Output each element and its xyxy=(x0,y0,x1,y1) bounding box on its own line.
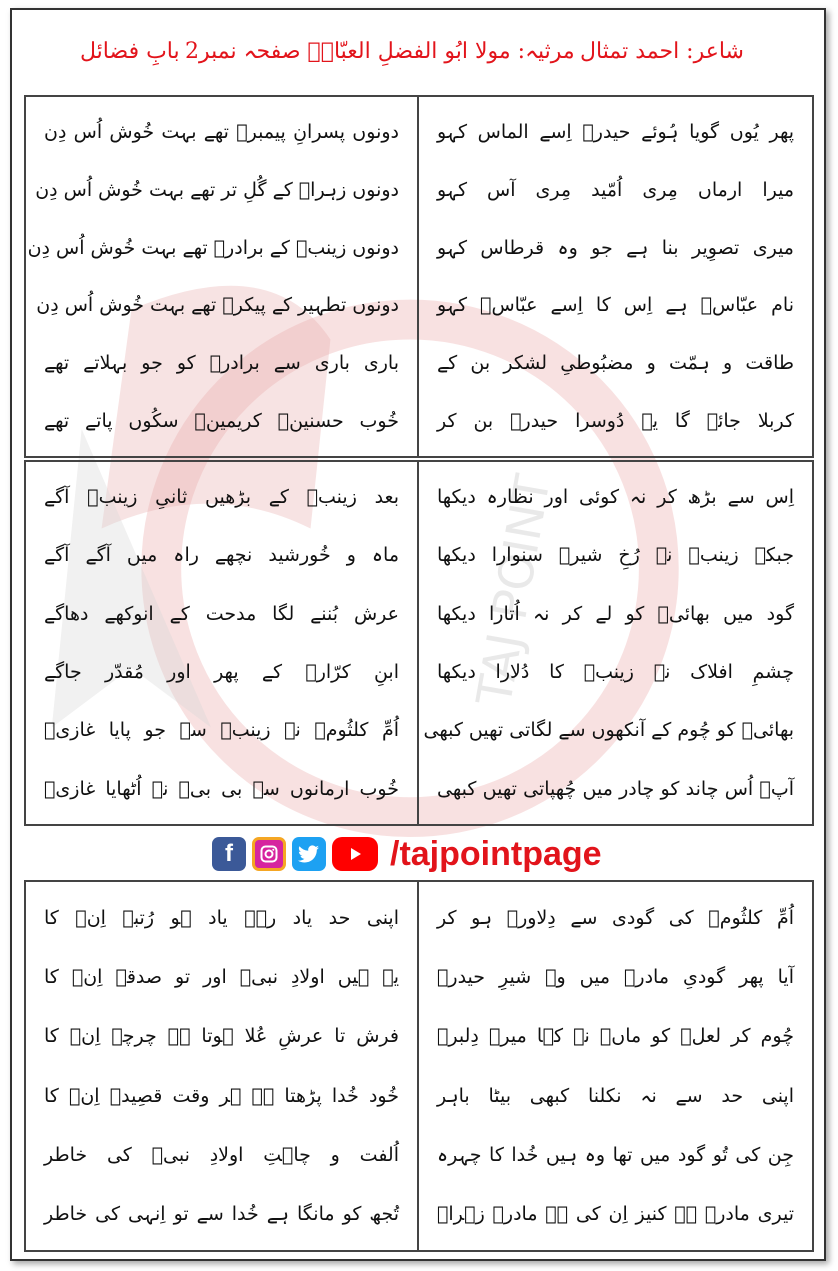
verse-line: جبکہ زینبؑ نے رُخِ شیرؑ سنوارا دیکھا xyxy=(437,544,794,567)
instagram-icon[interactable] xyxy=(252,837,286,871)
stanza-3-left-column xyxy=(26,882,419,1250)
verse-line: دونوں تطہیر کے پیکرؑ تھے بہت خُوش اُس دِن xyxy=(36,294,399,317)
verse-line: چشمِ افلاک نے زینبؑ کا دُلارا دیکھا xyxy=(437,661,794,684)
verse-line: اُمِّ کلثُومؑ کی گودی سے دِلاورؑ ہو کر xyxy=(437,906,794,929)
stanza-2-right-column xyxy=(419,462,812,824)
verse-line: میری تصوِیر بنا ہے جو وہ قرطاس کہو xyxy=(437,236,794,259)
verse-line: خُوب ارمانوں سے بی بیؑ نے اُٹھایا غازیؑ xyxy=(44,777,399,800)
stanza-block-3 xyxy=(24,880,814,1252)
verse-line: فرش تا عرشِ عُلا ہوتا ہے چرچہ اِنؑ کا xyxy=(44,1025,399,1048)
page-frame xyxy=(10,8,826,1261)
stanza-2-left-column xyxy=(26,462,419,824)
verse-line: تُجھ کو مانگا ہے خُدا سے تو اِنہی کی خاطر xyxy=(44,1203,399,1226)
facebook-icon[interactable]: f xyxy=(212,837,246,871)
page-header xyxy=(12,10,824,92)
stanza-3-right-column xyxy=(419,882,812,1250)
verse-line: ابنِ کرّارؑ کے پھر اور مُقدّر جاگے xyxy=(44,661,399,684)
verse-line: بعد زینبؑ کے بڑھیں ثانیِ زینبؑ آگے xyxy=(44,486,399,509)
stanza-block-1 xyxy=(24,95,814,458)
verse-line: اپنی حد سے نہ نکلنا کبھی بیٹا باہر xyxy=(437,1084,794,1107)
verse-line: آپؑ اُس چاند کو چادر میں چُھپاتی تھیں کبھی xyxy=(437,777,794,800)
verse-line: دونوں زہراؑ کے گُلِ تر تھے بہت خُوش اُس دِن xyxy=(35,178,399,201)
verse-line: اِس سے بڑھ کر نہ کوئی اور نظارہ دیکھا xyxy=(437,486,794,509)
verse-line: چُوم کر لعلؑ کو ماںؑ نے کہا میرے دِلبرؑ xyxy=(437,1025,794,1048)
verse-line: باری باری سے برادرؑ کو جو بہلاتے تھے xyxy=(44,352,399,375)
stanza-1-left-column xyxy=(26,97,419,456)
verse-line: کربلا جائے گا یہ دُوسرا حیدرؑ بن کر xyxy=(437,410,794,433)
verse-line: نام عبّاسؑ ہے اِس کا اِسے عبّاسؑ کہو xyxy=(437,294,794,317)
verse-line: بھائیؑ کو چُوم کے آنکھوں سے لگاتی تھیں کبھی xyxy=(423,719,794,742)
stanza-1-right-column xyxy=(419,97,812,456)
marsiya-title: مرثیہ: مولا ابُو الفضلِ العبّاسؑ صفحہ نمبر2 xyxy=(185,38,575,64)
social-handle[interactable]: /tajpointpage xyxy=(390,834,602,873)
verse-line: اپنی حد یاد رہے یاد ہو رُتبہ اِنؑ کا xyxy=(44,906,399,929)
verse-line: پھر یُوں گویا ہُوئے حیدرؑ اِسے الماس کہو xyxy=(437,120,794,143)
poet-name: شاعر: احمد تمثال xyxy=(580,38,744,64)
verse-line: تیری مادرؑ ہے کنیز اِن کی ہے مادرؑ زہراؑ xyxy=(437,1203,794,1226)
watermark-logo-text: TAJ POINT xyxy=(467,470,562,710)
verse-line: عرش بُننے لگا مدحت کے انوکھے دھاگے xyxy=(44,602,399,625)
twitter-icon[interactable] xyxy=(292,837,326,871)
verse-line: گود میں بھائیؑ کو لے کر نہ اُتارا دیکھا xyxy=(437,602,794,625)
verse-line: ماہ و خُورشید نچھے راہ میں آگے آگے xyxy=(44,544,399,567)
social-bar xyxy=(212,830,602,878)
verse-line: دونوں پسرانِ پیمبرؐ تھے بہت خُوش اُس دِن xyxy=(44,120,399,143)
verse-line: اُمِّ کلثُومؑ نے زینبؑ سے جو پایا غازیؑ xyxy=(44,719,399,742)
verse-line: جِن کی تُو گود میں تھا وہ ہیں خُدا کا چہرہ xyxy=(437,1143,794,1166)
verse-line: خُوب حسنینؑ کریمینؑ سکُوں پاتے تھے xyxy=(44,410,399,433)
youtube-icon[interactable] xyxy=(332,837,378,871)
chapter-title: بابِ فضائل xyxy=(80,38,180,64)
verse-line: طاقت و ہمّت و مضبُوطیِ لشکر بن کے xyxy=(437,352,794,375)
stanza-block-2 xyxy=(24,460,814,826)
verse-line: یہ ہیں اولادِ نبیؐ اور تو صدقہ اِنؑ کا xyxy=(44,965,399,988)
verse-line: دونوں زینبؑ کے برادرؑ تھے بہت خُوش اُس دِن xyxy=(27,236,399,259)
verse-line: اُلفت و چاہتِ اولادِ نبیؐ کی خاطر xyxy=(44,1143,399,1166)
verse-line: آیا پھر گودیِ مادرؑ میں وہ شیرِ حیدرؑ xyxy=(437,965,794,988)
verse-line: خُود خُدا پڑھتا ہے ہر وقت قصِیدہ اِنؑ کا xyxy=(44,1084,399,1107)
verse-line: میرا ارماں مِری اُمّید مِری آس کہو xyxy=(437,178,794,201)
